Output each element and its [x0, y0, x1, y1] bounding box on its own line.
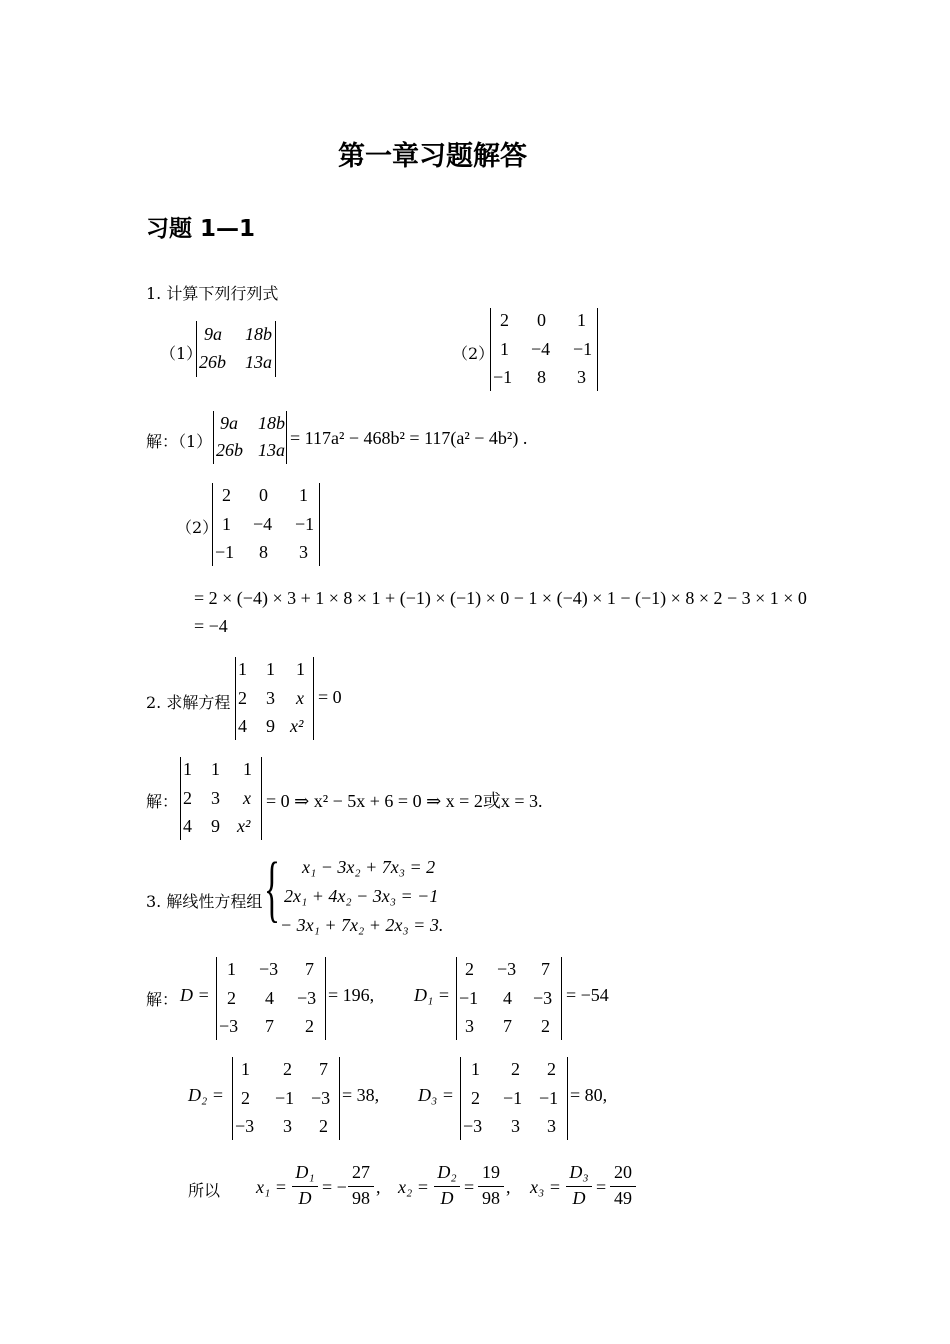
det-cell: 1: [241, 1059, 250, 1079]
x2-value-numerator: 19: [482, 1162, 500, 1182]
det-cell: 26b: [199, 352, 226, 372]
det-cell: 1: [243, 759, 252, 779]
det-cell: 13a: [258, 440, 285, 460]
det-cell: x: [296, 688, 304, 708]
det-cell: 2: [222, 485, 231, 505]
equation-determinant: [235, 657, 314, 740]
solution-p3-label: 解：: [146, 990, 179, 1009]
det-cell: 2: [547, 1059, 556, 1079]
fraction-bar: [610, 1186, 636, 1187]
det-cell: 1: [183, 759, 192, 779]
fraction-bar: [348, 1186, 374, 1187]
det-cell: 2: [241, 1088, 250, 1108]
det-cell: 4: [238, 716, 247, 736]
x2-equals: =: [464, 1177, 475, 1197]
x1-numerator: D₁: [295, 1162, 315, 1182]
det-cell: −4: [253, 514, 273, 534]
d2-name: D₂ =: [188, 1085, 224, 1105]
det-cell: 2: [465, 959, 474, 979]
det-cell: 8: [537, 367, 546, 387]
fraction-bar: [434, 1186, 460, 1187]
solution-p2-result: = 0 ⇒ x² − 5x + 6 = 0 ⇒ x = 2或x = 3.: [266, 791, 543, 811]
det-cell: x²: [237, 816, 251, 836]
d-name: D =: [180, 985, 210, 1005]
det-cell: 1: [500, 339, 509, 359]
equation-determinant-solution: [180, 757, 262, 840]
x1-denominator: D: [298, 1188, 312, 1208]
det-cell: 7: [541, 959, 550, 979]
det-cell: 0: [537, 310, 546, 330]
x1-value-fraction: [348, 1162, 374, 1210]
det-cell: 1: [266, 659, 275, 679]
det-cell: 2: [227, 988, 236, 1008]
det-cell: −1: [503, 1088, 523, 1108]
det-cell: 7: [265, 1016, 274, 1036]
x2-value-denominator: 98: [482, 1188, 500, 1208]
det-cell: 3: [299, 542, 308, 562]
det-cell: x: [243, 788, 251, 808]
det-cell: 2: [319, 1116, 328, 1136]
determinant-d2: [232, 1057, 340, 1140]
det-cell: −1: [295, 514, 315, 534]
x2-value-fraction: [478, 1162, 504, 1210]
solution-2-result: = −4: [194, 616, 228, 636]
solution-p2-label: 解：: [146, 792, 179, 811]
det-cell: −1: [573, 339, 593, 359]
det-cell: 4: [265, 988, 274, 1008]
det-cell: −1: [539, 1088, 559, 1108]
d-value: = 196,: [328, 985, 375, 1005]
det-cell: 2: [238, 688, 247, 708]
system-equation-2: 2x₁ + 4x₂ − 3x₃ = −1: [284, 886, 439, 906]
det-cell: 1: [577, 310, 586, 330]
x3-name: x₃ =: [530, 1177, 561, 1197]
equation-rhs: = 0: [318, 687, 342, 707]
d3-value: = 80,: [570, 1085, 608, 1105]
determinant-d3: [460, 1057, 568, 1140]
system-brace: {: [264, 848, 280, 930]
det-cell: −4: [531, 339, 551, 359]
det-cell: 3: [465, 1016, 474, 1036]
det-cell: 3: [577, 367, 586, 387]
system-equation-3: − 3x₁ + 7x₂ + 2x₃ = 3.: [280, 915, 444, 935]
det-cell: 3: [511, 1116, 520, 1136]
q1-label: （1）: [160, 344, 203, 363]
det-cell: 1: [227, 959, 236, 979]
q2-label: （2）: [452, 344, 495, 363]
det-cell: 2: [183, 788, 192, 808]
determinant-d1: [456, 957, 562, 1040]
det-cell: 9: [266, 716, 275, 736]
det-cell: −1: [459, 988, 479, 1008]
x3-fraction: [566, 1162, 592, 1210]
det-cell: 7: [305, 959, 314, 979]
det-cell: −3: [497, 959, 517, 979]
det-cell: 4: [183, 816, 192, 836]
det-cell: 3: [266, 688, 275, 708]
solution-1-result: = 117a² − 468b² = 117(a² − 4b²) .: [290, 428, 528, 448]
det-cell: 9: [211, 816, 220, 836]
x3-equals: =: [596, 1177, 607, 1197]
x1-fraction: [292, 1162, 318, 1210]
problem-1-label: 1. 计算下列行列式: [146, 284, 279, 303]
x2-fraction: [434, 1162, 460, 1210]
determinant-d: [216, 957, 326, 1040]
det-cell: 26b: [216, 440, 243, 460]
det-cell: 2: [541, 1016, 550, 1036]
det-cell: 2: [283, 1059, 292, 1079]
x2-name: x₂ =: [398, 1177, 429, 1197]
solution-1-label: 解：（1）: [146, 432, 213, 451]
det-cell: −3: [235, 1116, 255, 1136]
therefore-label: 所以: [188, 1181, 221, 1200]
problem-3-label: 3. 解线性方程组: [146, 892, 263, 911]
det-cell: −3: [311, 1088, 331, 1108]
solution-2-expansion: = 2 × (−4) × 3 + 1 × 8 × 1 + (−1) × (−1) × 0 − 1 × (−4) × 1 − (−1) × 8 × 2 − 3 × 1 × 0: [194, 588, 807, 608]
x3-denominator: D: [572, 1188, 586, 1208]
det-cell: 7: [503, 1016, 512, 1036]
det-cell: 1: [299, 485, 308, 505]
det-cell: −3: [219, 1016, 239, 1036]
page-title: 第一章习题解答: [338, 141, 527, 172]
det-cell: 1: [211, 759, 220, 779]
x1-value-numerator: 27: [352, 1162, 370, 1182]
x1-name: x₁ =: [256, 1177, 287, 1197]
det-cell: 1: [471, 1059, 480, 1079]
determinant-b-solution: [212, 483, 320, 566]
x2-separator: ,: [506, 1177, 511, 1197]
det-cell: 9a: [204, 324, 222, 344]
fraction-bar: [566, 1186, 592, 1187]
x2-denominator: D: [440, 1188, 454, 1208]
section-heading: 习题 1—1: [146, 216, 256, 242]
det-cell: −1: [215, 542, 235, 562]
det-cell: 2: [511, 1059, 520, 1079]
det-cell: 13a: [245, 352, 272, 372]
det-cell: 1: [296, 659, 305, 679]
det-cell: −3: [533, 988, 553, 1008]
x3-value-fraction: [610, 1162, 636, 1210]
fraction-bar: [292, 1186, 318, 1187]
det-cell: −3: [259, 959, 279, 979]
det-cell: 2: [305, 1016, 314, 1036]
det-cell: 3: [211, 788, 220, 808]
det-cell: −3: [297, 988, 317, 1008]
d2-value: = 38,: [342, 1085, 380, 1105]
det-cell: 1: [238, 659, 247, 679]
det-cell: −1: [275, 1088, 295, 1108]
det-cell: 7: [319, 1059, 328, 1079]
d1-value: = −54: [566, 985, 609, 1005]
x3-numerator: D₃: [569, 1162, 589, 1182]
fraction-bar: [478, 1186, 504, 1187]
determinant-a: [196, 321, 276, 377]
x1-value-denominator: 98: [352, 1188, 370, 1208]
x1-equals: = −: [322, 1177, 347, 1197]
det-cell: 3: [547, 1116, 556, 1136]
determinant-b: [490, 308, 598, 391]
d1-name: D₁ =: [414, 985, 450, 1005]
d3-name: D₃ =: [418, 1085, 454, 1105]
det-cell: −1: [493, 367, 513, 387]
det-cell: x²: [290, 716, 304, 736]
det-cell: 2: [500, 310, 509, 330]
det-cell: 1: [222, 514, 231, 534]
system-equation-1: x₁ − 3x₂ + 7x₃ = 2: [302, 857, 436, 877]
x3-value-denominator: 49: [614, 1188, 632, 1208]
det-cell: 18b: [258, 413, 285, 433]
x1-separator: ,: [376, 1177, 381, 1197]
det-cell: −3: [463, 1116, 483, 1136]
det-cell: 9a: [220, 413, 238, 433]
det-cell: 8: [259, 542, 268, 562]
det-cell: 0: [259, 485, 268, 505]
det-cell: 2: [471, 1088, 480, 1108]
det-cell: 18b: [245, 324, 272, 344]
x2-numerator: D₂: [437, 1162, 457, 1182]
det-cell: 4: [503, 988, 512, 1008]
det-cell: 3: [283, 1116, 292, 1136]
determinant-a-solution: [213, 411, 287, 464]
solution-2-label: （2）: [176, 518, 219, 537]
x3-value-numerator: 20: [614, 1162, 632, 1182]
problem-2-label: 2. 求解方程: [146, 693, 231, 712]
